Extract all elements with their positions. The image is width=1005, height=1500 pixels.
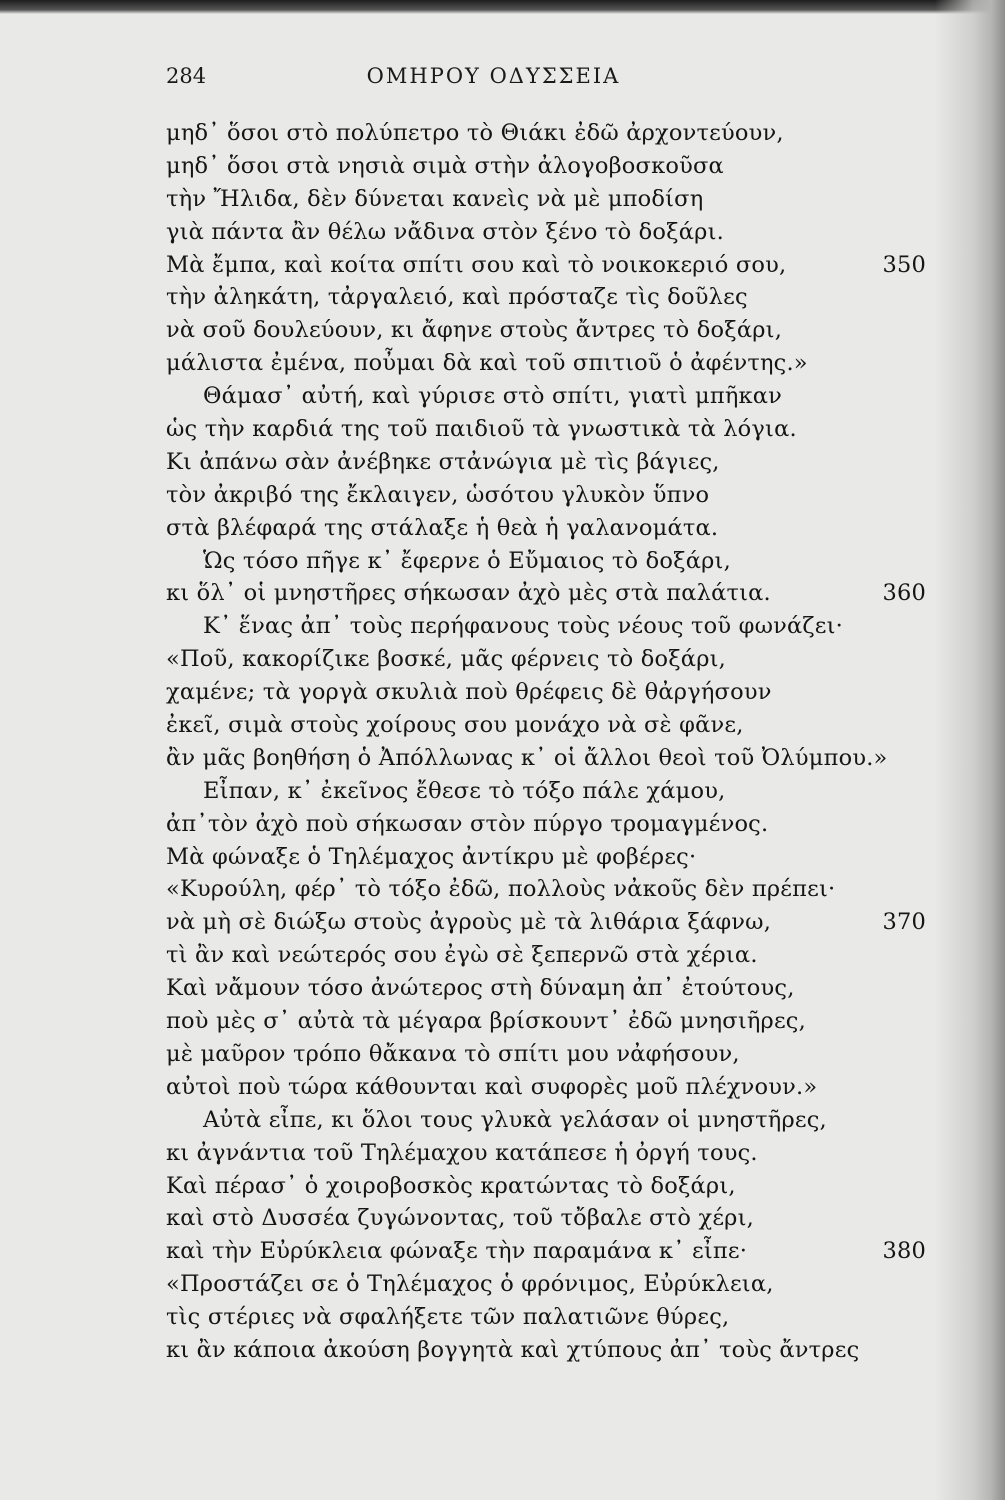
verse-line [166,1038,931,1071]
verse-text: Ὡς τόσο πῆγε κ᾽ ἔφερνε ὁ Εὔμαιος τὸ δοξάρι, [203,547,731,574]
verse-text: Εἶπαν, κ᾽ ἐκεῖνος ἔθεσε τὸ τόξο πάλε χάμου, [203,777,726,804]
line-number: 380 [882,1238,926,1265]
verse-line [166,1334,931,1367]
verse-text: Καὶ πέρασ᾽ ὁ χοιροβοσκὸς κρατώντας τὸ δοξάρι, [166,1172,736,1199]
verse-line [166,577,931,610]
verse-line [166,1202,931,1235]
verse-text: Μὰ ἔμπα, καὶ κοίτα σπίτι σου καὶ τὸ νοικοκεριό σου, [166,251,787,278]
verse-line [166,512,931,545]
verse-line [166,709,931,742]
verse-line [166,1137,931,1170]
verse-line [166,216,931,249]
book-spine-shadow [935,0,1005,1500]
verse-text: ποὺ μὲς σ᾽ αὐτὰ τὰ μέγαρα βρίσκουντ᾽ ἐδῶ μνησιῆρες, [166,1008,806,1035]
verse-line [166,841,931,874]
verse-text: «Κυρούλη, φέρ᾽ τὸ τόξο ἐδῶ, πολλοὺς νἀκοῦς δὲν πρέπει· [166,876,836,903]
verse-line [166,1170,931,1203]
verse-line [166,643,931,676]
verse-line [166,1301,931,1334]
verse-text: κι ἀγνάντια τοῦ Τηλέμαχου κατάπεσε ἡ ὀργή τους. [166,1139,758,1166]
verse-text: μὲ μαῦρον τρόπο θἄκανα τὸ σπίτι μου νἀφήσουν, [166,1040,740,1067]
verse-text: «Προστάζει σε ὁ Τηλέμαχος ὁ φρόνιμος, Εὐρύκλεια, [166,1271,774,1298]
verse-line [166,479,931,512]
verse-line [166,972,931,1005]
verse-text: καὶ στὸ Δυσσέα ζυγώνοντας, τοῦ τὄβαλε στὸ χέρι, [166,1205,754,1232]
verse-line [166,1071,931,1104]
verse-text: Κι ἀπάνω σὰν ἀνέβηκε στἀνώγια μὲ τὶς βάγιες, [166,448,720,475]
verse-line [166,1235,931,1268]
verse-line [166,939,931,972]
verse-text: Κ᾽ ἕνας ἀπ᾽ τοὺς περήφανους τοὺς νέους τοῦ φωνάζει· [203,613,844,640]
page-header [166,60,926,96]
verse-text: Μὰ φώναξε ὁ Τηλέμαχος ἀντίκρυ μὲ φοβέρες· [166,843,697,870]
verse-text: γιὰ πάντα ἂν θέλω νἄδινα στὸν ξένο τὸ δοξάρι. [166,218,724,245]
verse-line [166,117,931,150]
verse-text: ἂν μᾶς βοηθήση ὁ Ἀπόλλωνας κ᾽ οἱ ἄλλοι θεοὶ τοῦ Ὀλύμπου.» [166,744,888,771]
verse-line [166,380,931,413]
verse-text: Θάμασ᾽ αὐτή, καὶ γύρισε στὸ σπίτι, γιατὶ μπῆκαν [203,383,783,410]
verse-line [166,742,931,775]
verse-line [166,1104,931,1137]
verse-text: στὰ βλέφαρά της στάλαξε ἡ θεὰ ἡ γαλανομάτα. [166,514,719,541]
verse-line [166,873,931,906]
verse-text: ὡς τὴν καρδιά της τοῦ παιδιοῦ τὰ γνωστικὰ τὰ λόγια. [166,416,797,443]
verse-text: κι ἂν κάποια ἀκούση βογγητὰ καὶ χτύπους ἀπ᾽ τοὺς ἄντρες [166,1336,860,1363]
verse-line [166,413,931,446]
verse-text: ἐκεῖ, σιμὰ στοὺς χοίρους σου μονάχο νὰ σὲ φᾶνε, [166,712,744,739]
verse-text: τὴν Ἤλιδα, δὲν δύνεται κανεὶς νὰ μὲ μποδίση [166,185,704,212]
verse-text: ἀπ᾽τὸν ἀχὸ ποὺ σήκωσαν στὸν πύργο τρομαγμένος. [166,810,769,837]
verse-text: νὰ σοῦ δουλεύουν, κι ἄφηνε στοὺς ἄντρες τὸ δοξάρι, [166,317,783,344]
verse-text: μηδ᾽ ὅσοι στὰ νησιὰ σιμὰ στὴν ἀλογοβοσκοῦσα [166,152,724,179]
line-number: 360 [882,580,926,607]
verse-line [166,906,931,939]
verse-text: μηδ᾽ ὅσοι στὸ πολύπετρο τὸ Θιάκι ἐδῶ ἀρχοντεύουν, [166,120,784,146]
verse-line [166,314,931,347]
verse-line [166,808,931,841]
verse-text: νὰ μὴ σὲ διώξω στοὺς ἀγροὺς μὲ τὰ λιθάρια ξάφνω, [166,909,772,936]
verse-line [166,676,931,709]
verse-text: τὶ ἂν καὶ νεώτερός σου ἐγὼ σὲ ξεπερνῶ στὰ χέρια. [166,942,758,969]
verse-line [166,545,931,578]
line-number: 350 [882,251,926,278]
verse-line [166,610,931,643]
verse-line [166,446,931,479]
verse-text: τὶς στέριες νὰ σφαλήξετε τῶν παλατιῶνε θύρες, [166,1304,730,1331]
verse-text: καὶ τὴν Εὐρύκλεια φώναξε τὴν παραμάνα κ᾽ εἶπε· [166,1238,748,1265]
verse-text: μάλιστα ἐμένα, ποὖμαι δὰ καὶ τοῦ σπιτιοῦ ὁ ἀφέντης.» [166,350,808,377]
verse-line [166,150,931,183]
verse-line [166,183,931,216]
verse-text: αὐτοὶ ποὺ τώρα κάθουνται καὶ συφορὲς μοῦ πλέχνουν.» [166,1073,818,1100]
page-number: 284 [166,64,207,88]
verse-text: κι ὅλ᾽ οἱ μνηστῆρες σήκωσαν ἀχὸ μὲς στὰ παλάτια. [166,580,771,607]
verse-line [166,249,931,282]
line-number: 370 [882,909,926,936]
verse-text: Αὐτὰ εἶπε, κι ὅλοι τους γλυκὰ γελάσαν οἱ μνηστῆρες, [203,1106,827,1133]
verse-text: τὴν ἀληκάτη, τἀργαλειό, καὶ πρόσταζε τὶς δοῦλες [166,284,748,311]
verse-text: Καὶ νἄμουν τόσο ἀνώτερος στὴ δύναμη ἀπ᾽ ἐτούτους, [166,975,795,1002]
page-top-shadow [0,0,1005,14]
verse-line [166,281,931,314]
verse-text: «Ποῦ, κακορίζικε βοσκέ, μᾶς φέρνεις τὸ δοξάρι, [166,646,726,673]
verse-text: χαμένε; τὰ γοργὰ σκυλιὰ ποὺ θρέφεις δὲ θἀργήσουν [166,679,772,706]
verse-text: τὸν ἀκριβό της ἔκλαιγεν, ὡσότου γλυκὸν ὕπνο [166,481,710,508]
verse-line [166,1268,931,1301]
verse-block [166,117,931,1367]
verse-line [166,1005,931,1038]
running-title: ΟΜΗΡΟΥ ΟΔΥΣΣΕΙΑ [366,64,621,88]
verse-line [166,347,931,380]
verse-line [166,775,931,808]
